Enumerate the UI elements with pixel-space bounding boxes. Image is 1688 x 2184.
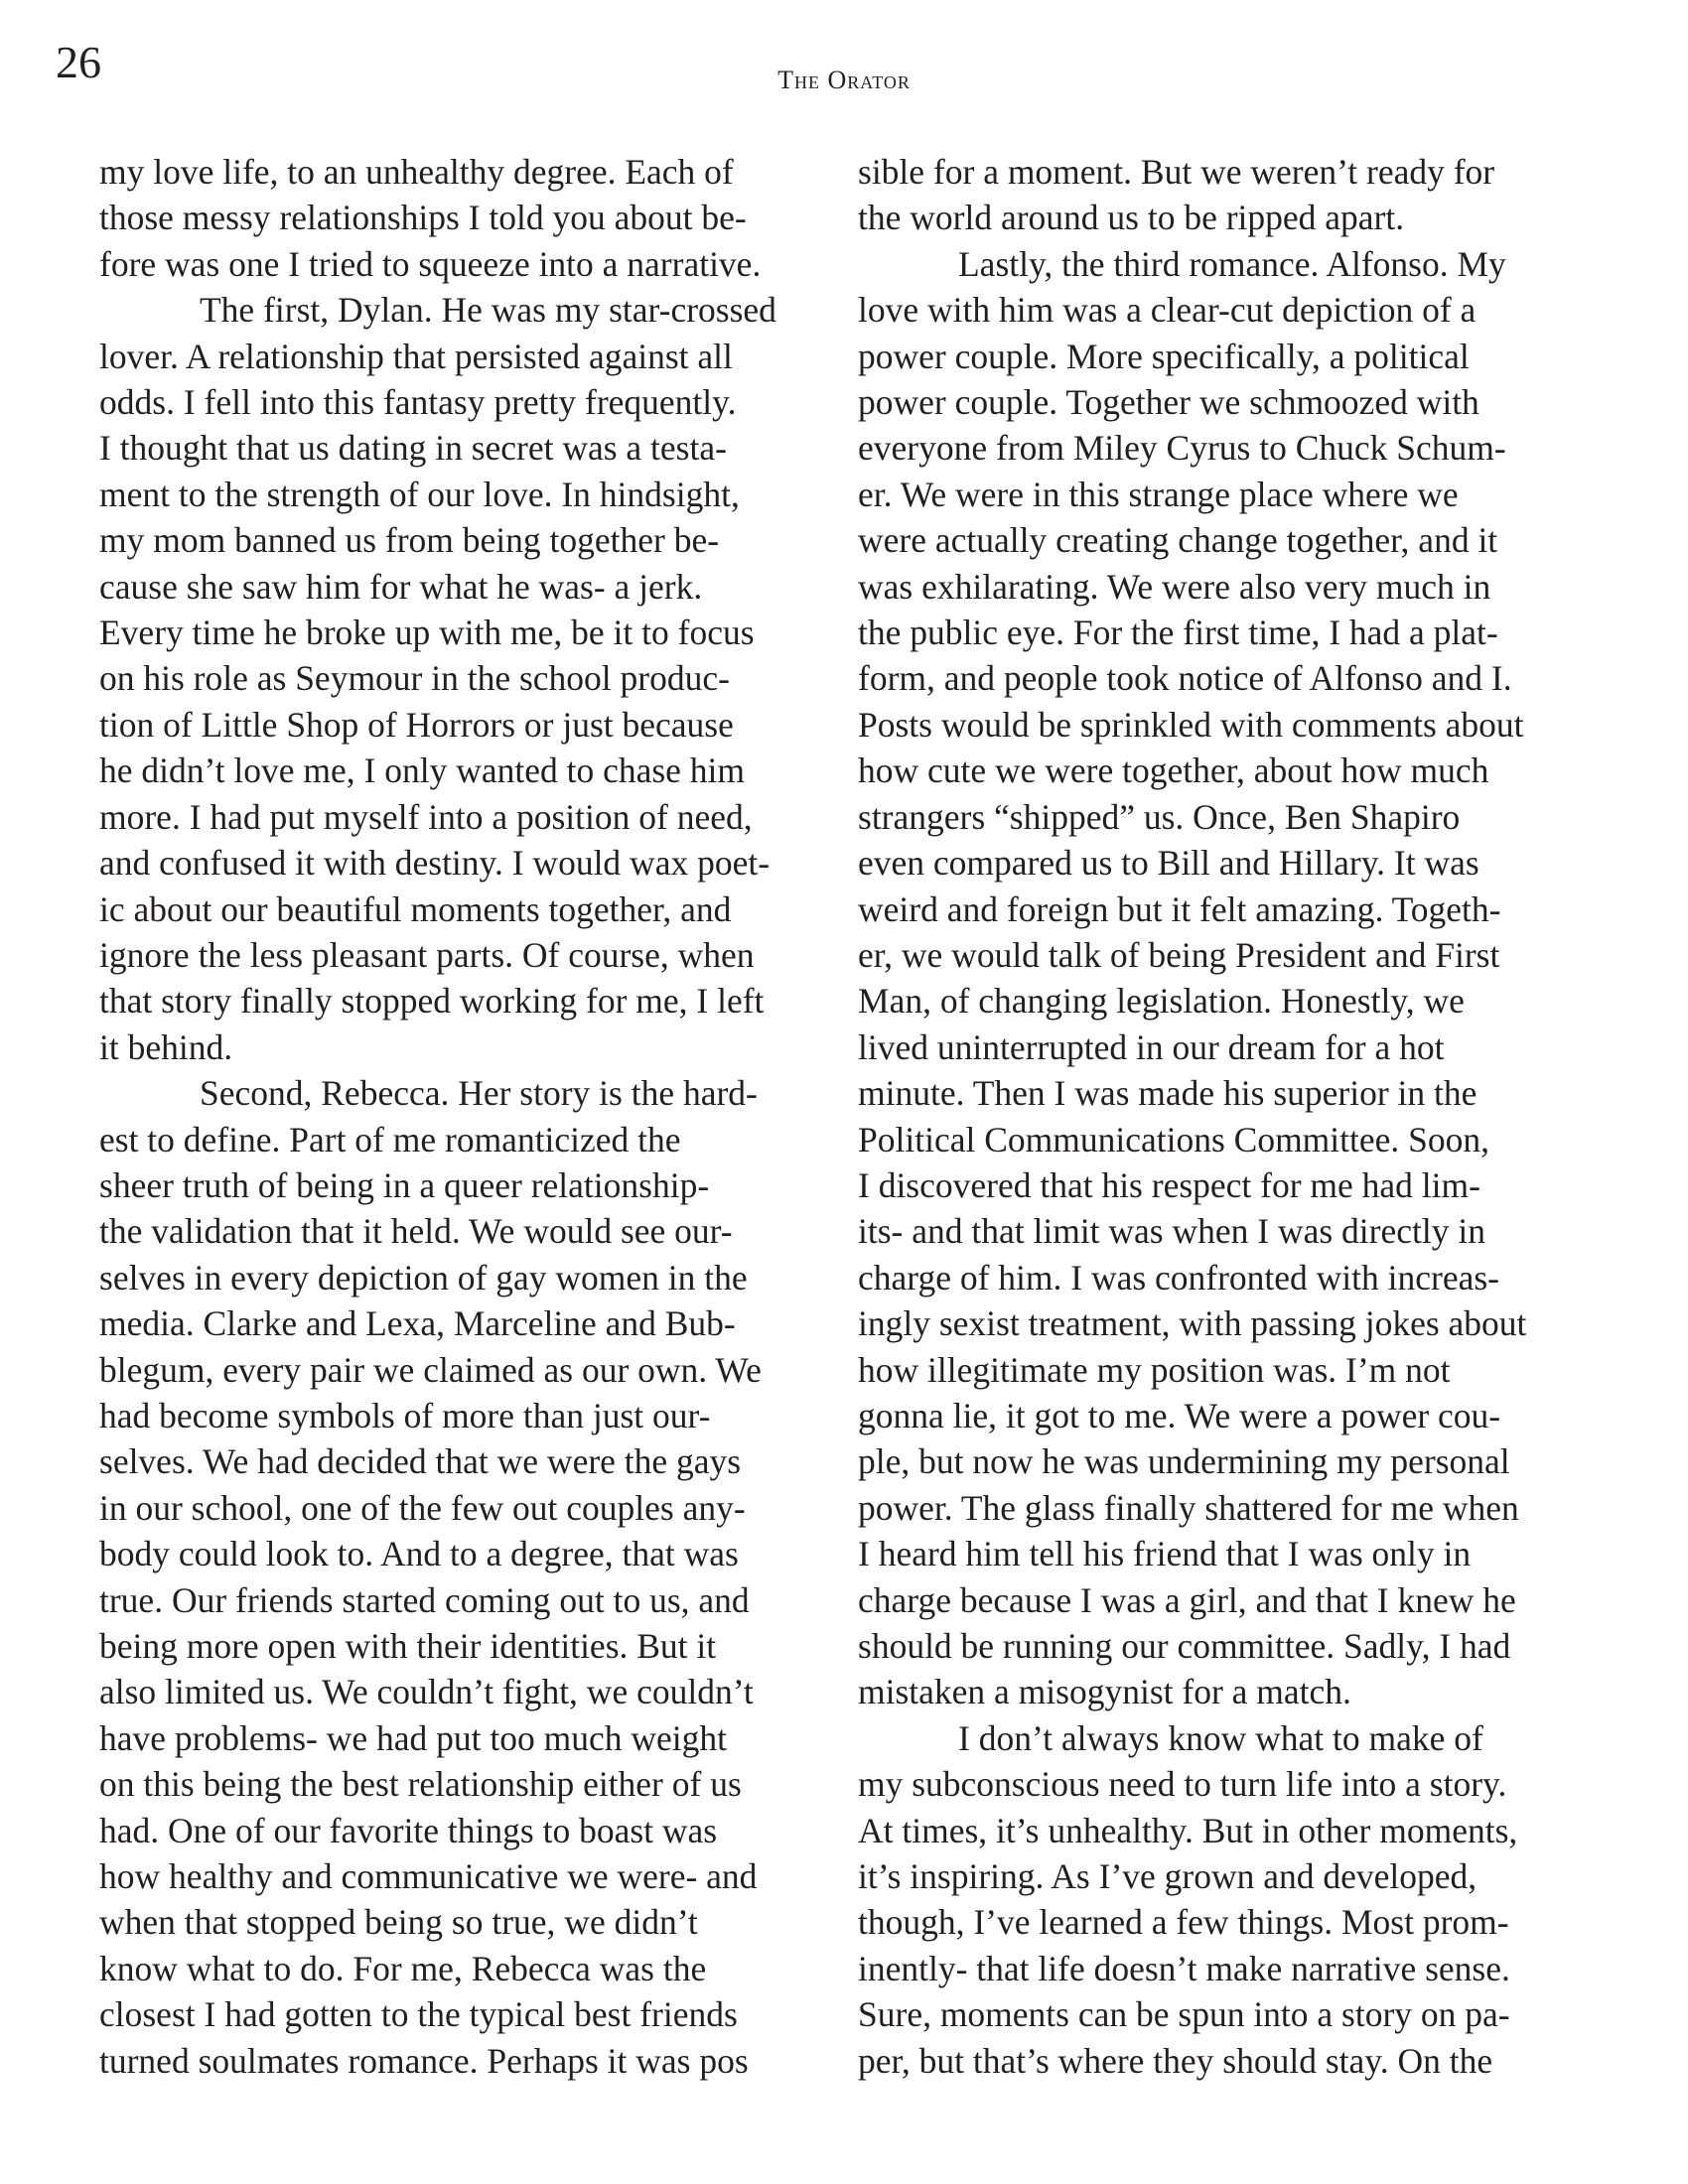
text-line: minute. Then I was made his superior in the	[858, 1073, 1477, 1114]
text-line: even compared us to Bill and Hillary. It was	[858, 843, 1479, 884]
text-line: media. Clarke and Lexa, Marceline and Bub-	[99, 1303, 736, 1344]
text-line: odds. I fell into this fantasy pretty frequently.	[99, 382, 737, 423]
text-line: ic about our beautiful moments together, and	[99, 888, 732, 929]
text-line: love with him was a clear-cut depiction of a	[858, 290, 1477, 331]
text-line: weird and foreign but it felt amazing. Togeth-	[858, 888, 1501, 929]
text-line: blegum, every pair we claimed as our own. We	[99, 1349, 762, 1390]
text-line: should be running our committee. Sadly, I had	[858, 1626, 1511, 1666]
text-line: those messy relationships I told you about be-	[99, 198, 747, 238]
text-line: cause she saw him for what he was- a jerk.	[99, 566, 703, 607]
text-line: true. Our friends started coming out to us, and	[99, 1579, 750, 1620]
text-line: my subconscious need to turn life into a story.	[858, 1764, 1507, 1805]
text-line: my mom banned us from being together be-	[99, 520, 720, 561]
text-line: per, but that’s where they should stay. On the	[858, 2040, 1493, 2081]
text-line: charge because I was a girl, and that I knew he	[858, 1579, 1516, 1620]
text-line: body could look to. And to a degree, that was	[99, 1534, 739, 1574]
text-line: and confused it with destiny. I would wax poet-	[99, 843, 771, 884]
text-line: Political Communications Committee. Soon,	[858, 1119, 1490, 1160]
text-line: how healthy and communicative we were- and	[99, 1856, 758, 1897]
text-line: in our school, one of the few out couples any-	[99, 1487, 746, 1528]
text-line: the validation that it held. We would see our-	[99, 1211, 733, 1252]
text-line: I heard him tell his friend that I was only in	[858, 1534, 1472, 1574]
text-line: The first, Dylan. He was my star-crossed	[200, 290, 776, 331]
text-line: Lastly, the third romance. Alfonso. My	[958, 243, 1506, 284]
text-line: turned soulmates romance. Perhaps it was pos	[99, 2040, 749, 2081]
text-line: est to define. Part of me romanticized the	[99, 1119, 681, 1160]
text-line: on his role as Seymour in the school produc-	[99, 658, 730, 699]
text-column-right	[858, 149, 1581, 2084]
text-line: that story finally stopped working for me, I left	[99, 981, 765, 1022]
text-line: on this being the best relationship either of us	[99, 1764, 742, 1805]
text-line: I don’t always know what to make of	[958, 1717, 1483, 1758]
text-line: also limited us. We couldn’t fight, we couldn’t	[99, 1672, 754, 1712]
text-line: I thought that us dating in secret was a testa-	[99, 428, 727, 469]
text-line: power. The glass finally shattered for me when	[858, 1487, 1519, 1528]
text-line: was exhilarating. We were also very much in	[858, 566, 1491, 607]
running-head: The Orator	[777, 66, 911, 94]
text-line: ment to the strength of our love. In hindsight,	[99, 474, 740, 514]
text-line: the world around us to be ripped apart.	[858, 198, 1405, 238]
text-line: sheer truth of being in a queer relationship-	[99, 1164, 710, 1205]
text-line: more. I had put myself into a position of need,	[99, 796, 753, 837]
text-line: fore was one I tried to squeeze into a narrative.	[99, 243, 762, 284]
text-line: At times, it’s unhealthy. But in other moments,	[858, 1810, 1518, 1850]
text-line: sible for a moment. But we weren’t ready for	[858, 152, 1495, 192]
text-line: its- and that limit was when I was directly in	[858, 1211, 1485, 1252]
text-line: tion of Little Shop of Horrors or just because	[99, 704, 734, 745]
text-line: know what to do. For me, Rebecca was the	[99, 1948, 707, 1988]
text-line: form, and people took notice of Alfonso and I.	[858, 658, 1512, 699]
text-line: he didn’t love me, I only wanted to chase him	[99, 751, 746, 791]
text-line: were actually creating change together, and it	[858, 520, 1498, 561]
text-line: selves in every depiction of gay women in the	[99, 1257, 748, 1297]
text-line: lived uninterrupted in our dream for a hot	[858, 1026, 1445, 1067]
text-line: selves. We had decided that we were the gays	[99, 1441, 742, 1482]
text-line: being more open with their identities. But it	[99, 1626, 717, 1666]
text-line: everyone from Miley Cyrus to Chuck Schum-	[858, 428, 1506, 469]
text-line: my love life, to an unhealthy degree. Each of	[99, 152, 734, 192]
text-line: Second, Rebecca. Her story is the hard-	[200, 1073, 758, 1114]
text-line: charge of him. I was confronted with increas-	[858, 1257, 1500, 1297]
text-line: it’s inspiring. As I’ve grown and developed,	[858, 1856, 1477, 1897]
text-line: how illegitimate my position was. I’m not	[858, 1349, 1451, 1390]
text-line: had. One of our favorite things to boast was	[99, 1810, 718, 1850]
text-line: Every time he broke up with me, be it to focus	[99, 613, 755, 653]
text-line: I discovered that his respect for me had lim-	[858, 1164, 1480, 1205]
text-line: lover. A relationship that persisted against all	[99, 336, 733, 376]
text-line: Posts would be sprinkled with comments about	[858, 704, 1524, 745]
text-line: how cute we were together, about how much	[858, 751, 1489, 791]
text-line: power couple. More specifically, a political	[858, 336, 1470, 376]
text-line: ple, but now he was undermining my personal	[858, 1441, 1510, 1482]
text-line: ingly sexist treatment, with passing jokes about	[858, 1303, 1527, 1344]
text-line: strangers “shipped” us. Once, Ben Shapiro	[858, 796, 1461, 837]
text-line: mistaken a misogynist for a match.	[858, 1672, 1351, 1712]
text-line: Sure, moments can be spun into a story on pa-	[858, 1994, 1510, 2035]
text-line: it behind.	[99, 1026, 233, 1067]
text-line: when that stopped being so true, we didn’t	[99, 1902, 698, 1943]
text-line: inently- that life doesn’t make narrative sense.	[858, 1948, 1510, 1988]
text-line: ignore the less pleasant parts. Of course, when	[99, 934, 755, 975]
text-line: closest I had gotten to the typical best friends	[99, 1994, 738, 2035]
text-column-left	[99, 149, 822, 2084]
text-line: er. We were in this strange place where we	[858, 474, 1459, 514]
text-line: gonna lie, it got to me. We were a power cou-	[858, 1395, 1501, 1435]
page-number: 26	[56, 37, 101, 87]
text-line: though, I’ve learned a few things. Most prom-	[858, 1902, 1509, 1943]
text-line: have problems- we had put too much weight	[99, 1717, 727, 1758]
text-line: the public eye. For the first time, I had a plat-	[858, 613, 1498, 653]
text-line: power couple. Together we schmoozed with	[858, 382, 1479, 423]
text-line: er, we would talk of being President and First	[858, 934, 1500, 975]
text-line: had become symbols of more than just our-	[99, 1395, 711, 1435]
text-line: Man, of changing legislation. Honestly, we	[858, 981, 1465, 1022]
